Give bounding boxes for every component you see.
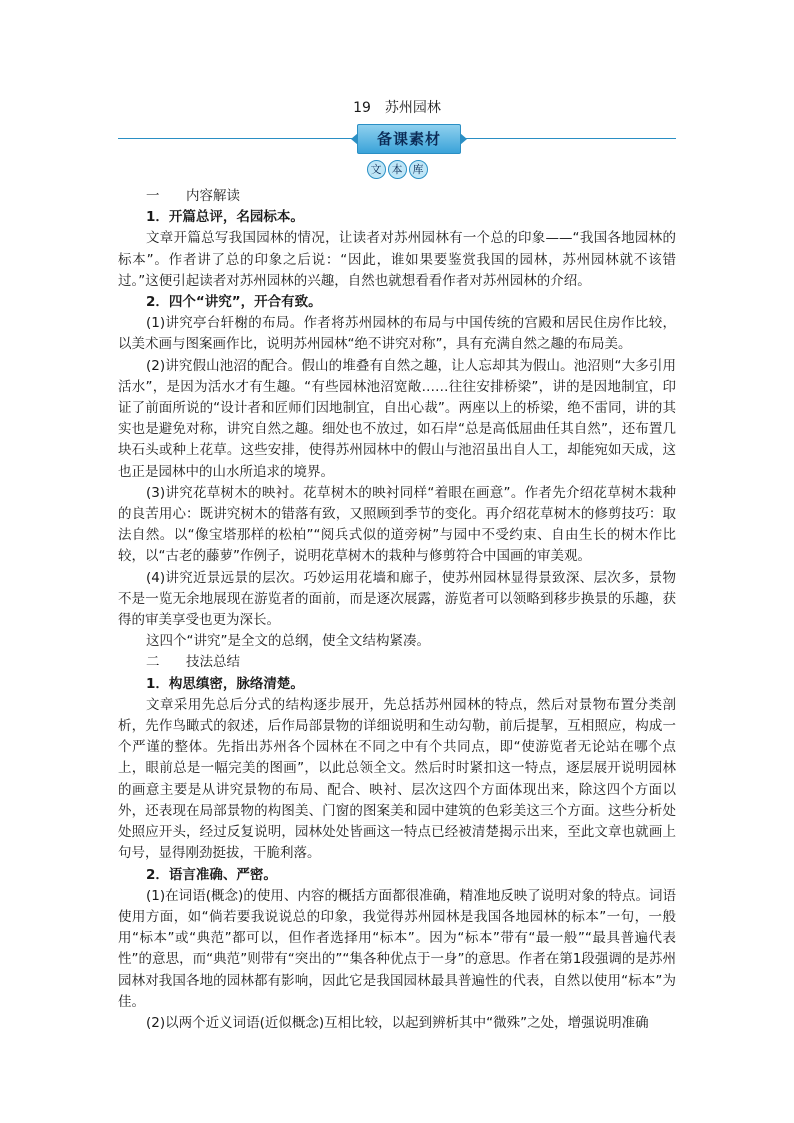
lesson-title: 19 苏州园林 xyxy=(353,100,441,116)
subheading: 2．语言准确、严密。 xyxy=(146,866,277,883)
section-heading xyxy=(118,652,676,673)
paragraph: 这四个“讲究”是全文的总纲，使全文结构紧凑。 xyxy=(146,633,430,650)
section-title: 技法总结 xyxy=(186,654,240,671)
subheading: 2．四个“讲究”，开合有致。 xyxy=(146,294,322,311)
sub-badge-char: 库 xyxy=(409,160,428,179)
paragraph: (1)在词语(概念)的使用、内容的概括方面都很准确，精准地反映了说明对象的特点。词语使用方面，如“倘若要我说说总的印象，我觉得苏州园林是我国各地园林的标本”一句，一般用“标本”或“典范”都可以，但作者选择用“标本”。因为“标本”带有“最一般”“最具普遍代表性”的意思，而“典范”则带有“突出的”“集各种优点于一身”的意思。作者在第1段强调的是苏州园林对我国各地的园林都有影响，因此它是我国园林最具普遍性的代表，自然以使用“标本”为佳。 xyxy=(118,887,676,1010)
sub-badge xyxy=(367,160,428,179)
paragraph: 文章开篇总写我国园林的情况，让读者对苏州园林有一个总的印象——“我国各地园林的标本”。作者讲了总的印象之后说：“因此，谁如果要鉴赏我国的园林，苏州园林就不该错过。”这便引起读者对苏州园林的兴趣，自然也就想看看作者对苏州园林的介绍。 xyxy=(118,230,676,289)
sub-badge-char: 本 xyxy=(388,160,407,179)
sub-badge-area xyxy=(118,158,676,180)
page-content xyxy=(118,98,676,1034)
paragraph: (2)以两个近义词语(近似概念)互相比较，以起到辨析其中“微殊”之处，增强说明准确 xyxy=(146,1014,649,1031)
sub-badge-char: 文 xyxy=(367,160,386,179)
section-number: 二 xyxy=(146,654,160,671)
section-banner: 备课素材 xyxy=(357,124,461,154)
subheading: 1．开篇总评，名园标本。 xyxy=(146,209,304,226)
paragraph: (3)讲究花草树木的映衬。花草树木的映衬同样“着眼在画意”。作者先介绍花草树木栽种的良苦用心：既讲究树木的错落有致，又照顾到季节的变化。再介绍花草树木的修剪技巧：取法自然。以“像宝塔那样的松柏”“阅兵式似的道旁树”与园中不受约束、自由生长的树木作比较，以“古老的藤萝”作例子，说明花草树木的栽种与修剪符合中国画的审美观。 xyxy=(118,484,676,565)
paragraph: (1)讲究亭台轩榭的布局。作者将苏州园林的布局与中国传统的宫殿和居民住房作比较，以美术画与图案画作比，说明苏州园林“绝不讲究对称”，具有充满自然之趣的布局美。 xyxy=(118,315,676,353)
section-heading xyxy=(118,186,676,207)
subheading: 1．构思缜密，脉络清楚。 xyxy=(146,675,304,692)
paragraph: (4)讲究近景远景的层次。巧妙运用花墙和廊子，使苏州园林显得景致深、层次多，景物不是一览无余地展现在游览者的面前，而是逐次展露，游览者可以领略到移步换景的乐趣，获得的审美享受也更为深长。 xyxy=(118,569,676,629)
banner-area xyxy=(118,124,676,154)
section-title: 内容解读 xyxy=(186,188,240,204)
paragraph: (2)讲究假山池沼的配合。假山的堆叠有自然之趣，让人忘却其为假山。池沼则“大多引用活水”，是因为活水才有生趣。“有些园林池沼宽敞……往往安排桥梁”，讲的是因地制宜，印证了前面所说的“设计者和匠师们因地制宜，自出心裁”。两座以上的桥梁，绝不雷同，讲的其实也是避免对称，讲究自然之趣。细处也不放过，如石岸“总是高低屈曲任其自然”，还布置几块石头或种上花草。这些安排，使得苏州园林中的假山与池沼虽出自人工，却能宛如天成，这也正是园林中的山水所追求的境界。 xyxy=(118,357,676,480)
paragraph: 文章采用先总后分式的结构逐步展开，先总括苏州园林的特点，然后对景物布置分类剖析，先作鸟瞰式的叙述，后作局部景物的详细说明和生动勾勒，前后提挈，互相照应，构成一个严谨的整体。先指出苏州各个园林在不同之中有个共同点，即“使游览者无论站在哪个点上，眼前总是一幅完美的图画”，以此总领全文。然后时时紧扣这一特点，逐层展开说明园林的画意主要是从讲究景物的布局、配合、映衬、层次这四个方面体现出来，除这四个方面以外，还表现在局部景物的构图美、门窗的图案美和园中建筑的色彩美这三个方面。这些分析处处照应开头，经过反复说明，园林处处皆画这一特点已经被清楚揭示出来，至此文章也就画上句号，显得刚劲挺拔，干脆利落。 xyxy=(118,696,676,862)
section-number: 一 xyxy=(146,188,160,204)
